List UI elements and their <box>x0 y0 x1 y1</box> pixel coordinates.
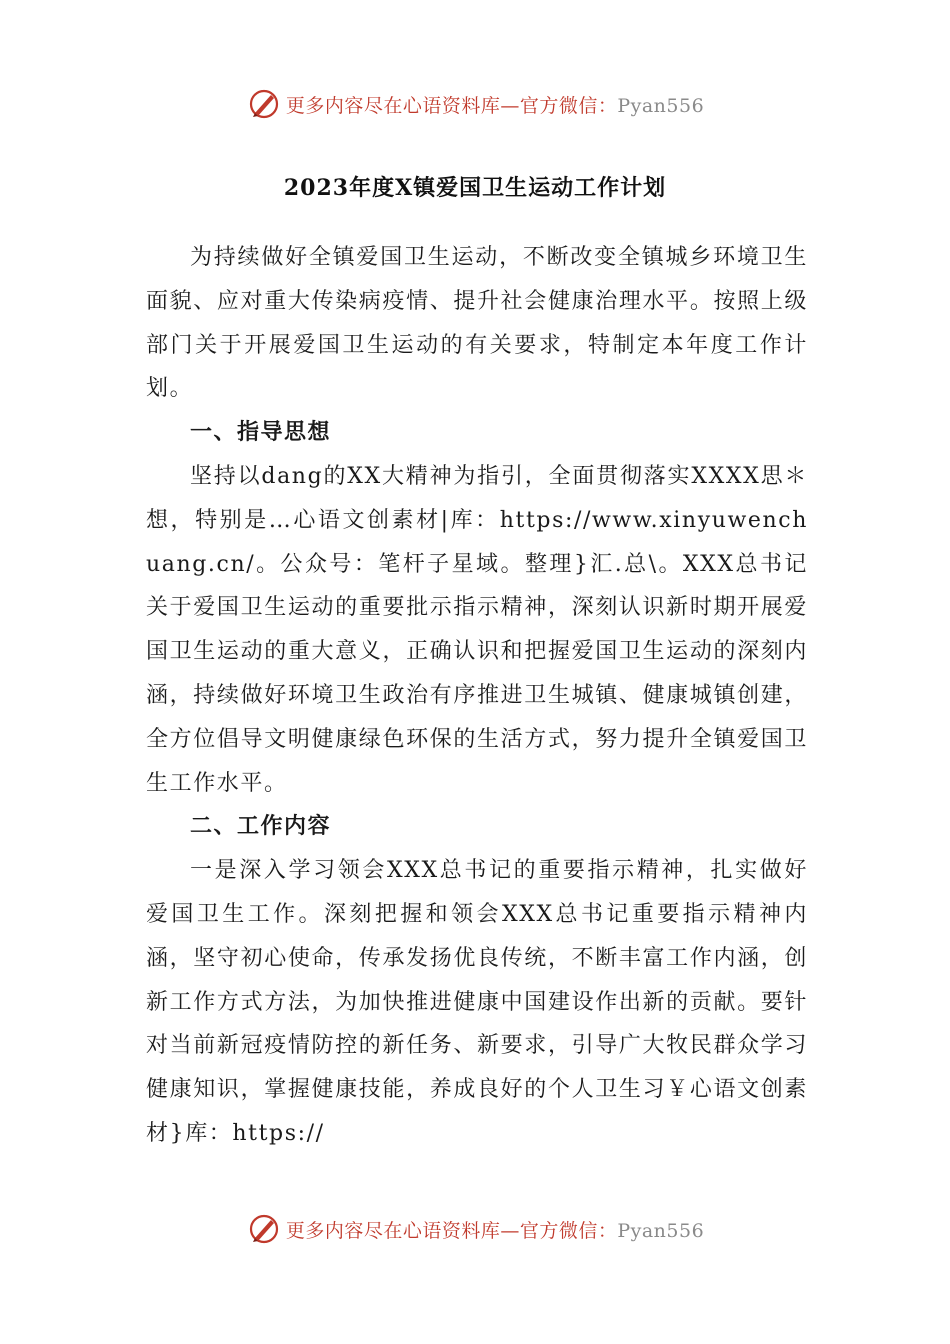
wechat-id: Pyan556 <box>617 1219 705 1242</box>
pen-nib-logo-icon <box>246 1211 282 1247</box>
section-heading-guiding-ideology: 一、指导思想 <box>190 419 332 446</box>
document-body <box>146 236 808 1156</box>
pen-nib-logo-icon <box>246 86 282 122</box>
section-heading-work-content: 二、工作内容 <box>190 813 332 840</box>
intro-paragraph: 为持续做好全镇爱国卫生运动，不断改变全镇城乡环境卫生面貌、应对重大传染病疫情、提升社会健康治理水平。按照上级部门关于开展爱国卫生运动的有关要求，特制定本年度工作计划。 <box>146 245 808 402</box>
banner-text: 更多内容尽在心语资料库—官方微信：Pyan556 <box>285 1219 705 1242</box>
footer-banner <box>0 1209 950 1249</box>
work-content-paragraph: 一是深入学习领会XXX总书记的重要指示精神，扎实做好爱国卫生工作。深刻把握和领会XXX总书记重要指示精神内涵，坚守初心使命，传承发扬优良传统，不断丰富工作内涵，创新工作方式方法，为加快推进健康中国建设作出新的贡献。要针对当前新冠疫情防控的新任务、新要求，引导广大牧民群众学习健康知识，掌握健康技能，养成良好的个人卫生习￥心语文创素材}库：https:// <box>146 858 808 1146</box>
header-banner <box>0 84 950 124</box>
document-title: 2023年度X镇爱国卫生运动工作计划 <box>283 175 667 201</box>
wechat-id: Pyan556 <box>617 94 705 117</box>
banner-text: 更多内容尽在心语资料库—官方微信：Pyan556 <box>285 94 705 117</box>
guiding-ideology-paragraph: 坚持以dang的XX大精神为指引，全面贯彻落实XXXX思＊想，特别是…心语文创素材|库：https://www.xinyuwenchuang.cn/。公众号：笔杆子星域。整理}汇.总\。XXX总书记关于爱国卫生运动的重要批示指示精神，深刻认识新时期开展爱国卫生运动的重大意义，正确认识和把握爱国卫生运动的深刻内涵，持续做好环境卫生政治有序推进卫生城镇、健康城镇创建，全方位倡导文明健康绿色环保的生活方式，努力提升全镇爱国卫生工作水平。 <box>146 463 808 796</box>
